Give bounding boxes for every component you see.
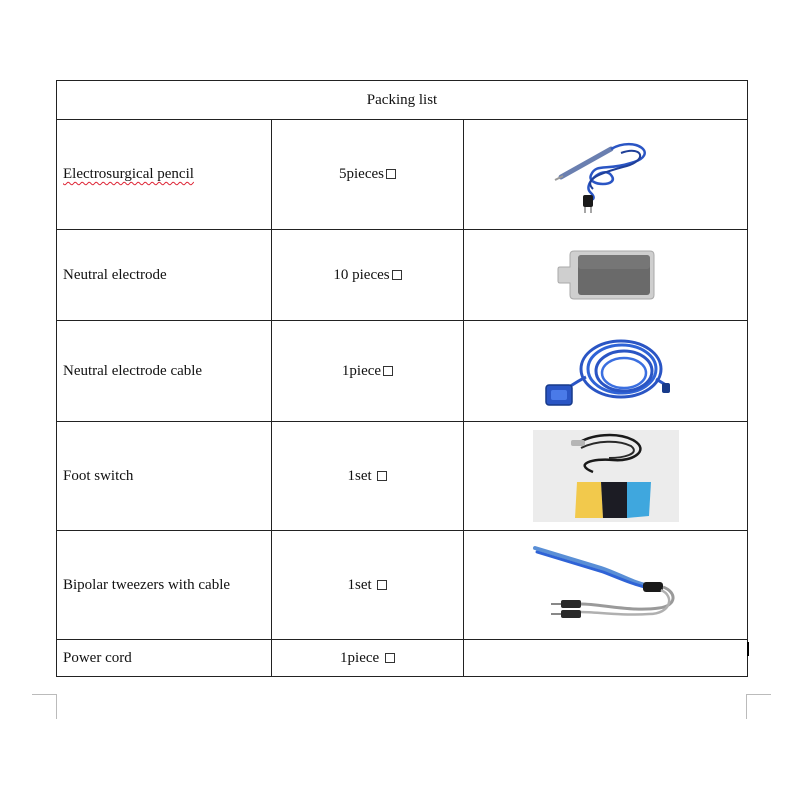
checkbox-glyph-icon: [377, 580, 387, 590]
electrosurgical-pencil-icon: [551, 135, 661, 215]
table-row: [57, 120, 748, 230]
checkbox-glyph-icon: [386, 169, 396, 179]
table-row: [57, 321, 748, 422]
checkbox-glyph-icon: [392, 270, 402, 280]
page-corner-mark-right: [746, 694, 771, 719]
neutral-electrode-pad-icon: [556, 247, 656, 303]
item-qty-cell: [272, 640, 464, 677]
item-qty: 1piece: [340, 649, 383, 666]
table-row: [57, 531, 748, 640]
item-name: Power cord: [63, 649, 132, 666]
item-name-cell: [57, 230, 272, 321]
blue-coiled-cable-icon: [536, 331, 676, 411]
item-image-cell: [464, 120, 748, 230]
item-name-cell: [57, 120, 272, 230]
item-name: Bipolar tweezers with cable: [63, 576, 231, 593]
item-image-cell: [464, 422, 748, 531]
text-cursor: [747, 642, 749, 656]
table-row: [57, 422, 748, 531]
item-qty-cell: [272, 531, 464, 640]
packing-list-title: Packing list: [57, 81, 748, 120]
table-title-row: [57, 81, 748, 120]
checkbox-glyph-icon: [377, 471, 387, 481]
item-qty-cell: [272, 120, 464, 230]
item-qty: 10 pieces: [333, 266, 390, 283]
item-qty-cell: [272, 230, 464, 321]
checkbox-glyph-icon: [385, 653, 395, 663]
item-name-cell: [57, 321, 272, 422]
table-row: [57, 230, 748, 321]
item-qty-cell: [272, 321, 464, 422]
foot-switch-photo-icon: [533, 430, 679, 522]
item-qty: 1set: [347, 467, 376, 484]
item-name: Foot switch: [63, 467, 134, 484]
checkbox-glyph-icon: [383, 366, 393, 376]
item-image-cell-empty: [464, 640, 748, 677]
item-name: Neutral electrode: [63, 266, 167, 283]
item-image-cell: [464, 321, 748, 422]
item-name-cell: [57, 531, 272, 640]
table-row: [57, 640, 748, 677]
item-image-cell: [464, 531, 748, 640]
item-name: Neutral electrode cable: [63, 362, 203, 379]
item-qty: 1piece: [341, 362, 382, 379]
item-qty: 5pieces: [339, 166, 384, 182]
page-corner-mark-left: [32, 694, 57, 719]
item-qty: 1set: [347, 576, 376, 593]
item-name-cell: [57, 640, 272, 677]
item-qty-cell: [272, 422, 464, 531]
item-name-cell: [57, 422, 272, 531]
item-name: Electrosurgical pencil: [63, 166, 194, 182]
item-image-cell: [464, 230, 748, 321]
packing-list-table: [56, 80, 748, 677]
bipolar-tweezers-icon: [531, 542, 681, 628]
